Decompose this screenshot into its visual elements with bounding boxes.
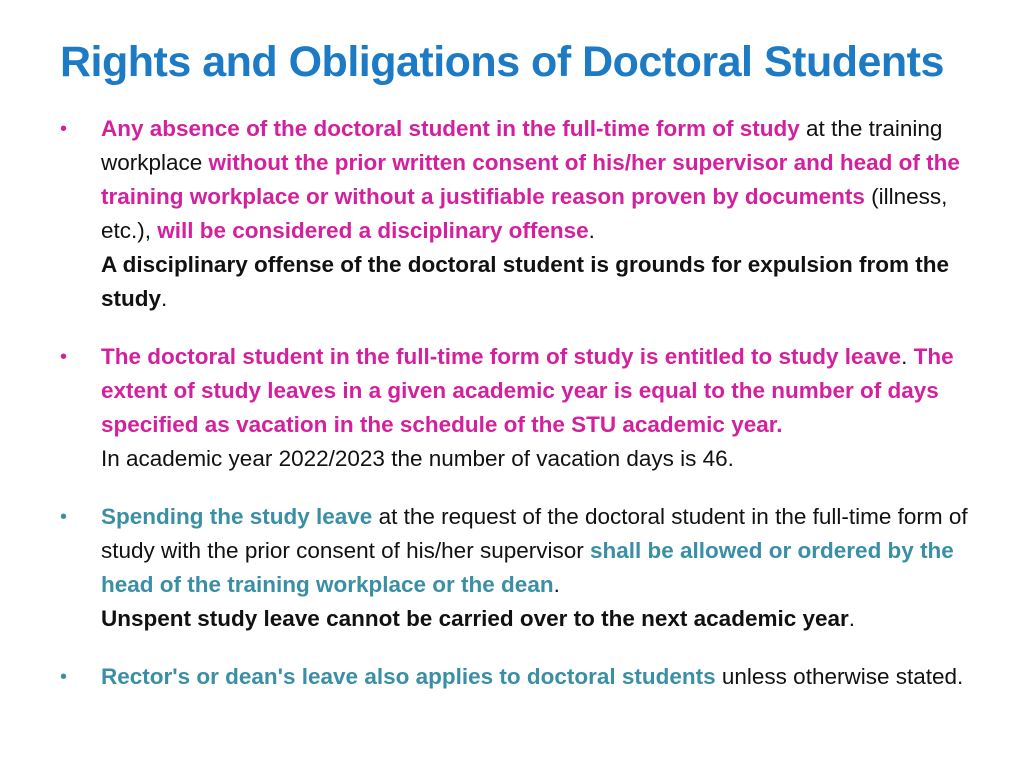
absence-consent: without the prior written consent of his/her supervisor and head of the training workplace or without a justifiable reason proven by documents	[101, 150, 960, 209]
spending-request: at the request of the doctoral student in the full-time form of study with the prior consent of his/her supervisor	[101, 504, 968, 563]
bullet-item-absence	[60, 112, 990, 316]
spending-period: .	[553, 572, 560, 597]
unspent-text: Unspent study leave cannot be carried over to the next academic year	[101, 606, 849, 631]
bullet-list	[60, 112, 990, 718]
vacation-days-line: In academic year 2022/2023 the number of vacation days is 46.	[101, 446, 734, 471]
expulsion-line	[101, 248, 990, 316]
bullet-marker: •	[60, 666, 68, 688]
bullet-marker: •	[60, 506, 68, 528]
spending-lead: Spending the study leave	[101, 504, 373, 529]
absence-lead: Any absence of the doctoral student in the full-time form of study	[101, 116, 800, 141]
spending-allowed: shall be allowed or ordered by the head of the training workplace or the dean	[101, 538, 954, 597]
rector-lead: Rector's or dean's leave also applies to doctoral students	[101, 664, 716, 689]
rector-stated: unless otherwise stated.	[715, 664, 964, 689]
expulsion-period: .	[161, 286, 168, 311]
absence-period: .	[588, 218, 595, 243]
absence-offense: will be considered a disciplinary offense	[157, 218, 589, 243]
bullet-item-spending-leave	[60, 500, 990, 636]
expulsion-text: A disciplinary offense of the doctoral student is grounds for expulsion from the study	[101, 252, 949, 311]
bullet-item-study-leave	[60, 340, 990, 476]
absence-illness: (illness, etc.),	[101, 184, 948, 243]
study-leave-lead: The doctoral student in the full-time form of study is entitled to study leave	[101, 344, 902, 369]
bullet-marker: •	[60, 118, 68, 140]
study-leave-sep: .	[901, 344, 914, 369]
slide-title: Rights and Obligations of Doctoral Students	[60, 38, 944, 86]
unspent-line	[101, 602, 990, 636]
bullet-marker: •	[60, 346, 68, 368]
unspent-period: .	[848, 606, 856, 631]
absence-workplace: at the training workplace	[101, 116, 943, 175]
study-leave-extent: The extent of study leaves in a given academic year is equal to the number of days specified as vacation in the schedule of the STU academic year.	[101, 344, 954, 437]
bullet-item-rector-leave	[60, 660, 990, 694]
